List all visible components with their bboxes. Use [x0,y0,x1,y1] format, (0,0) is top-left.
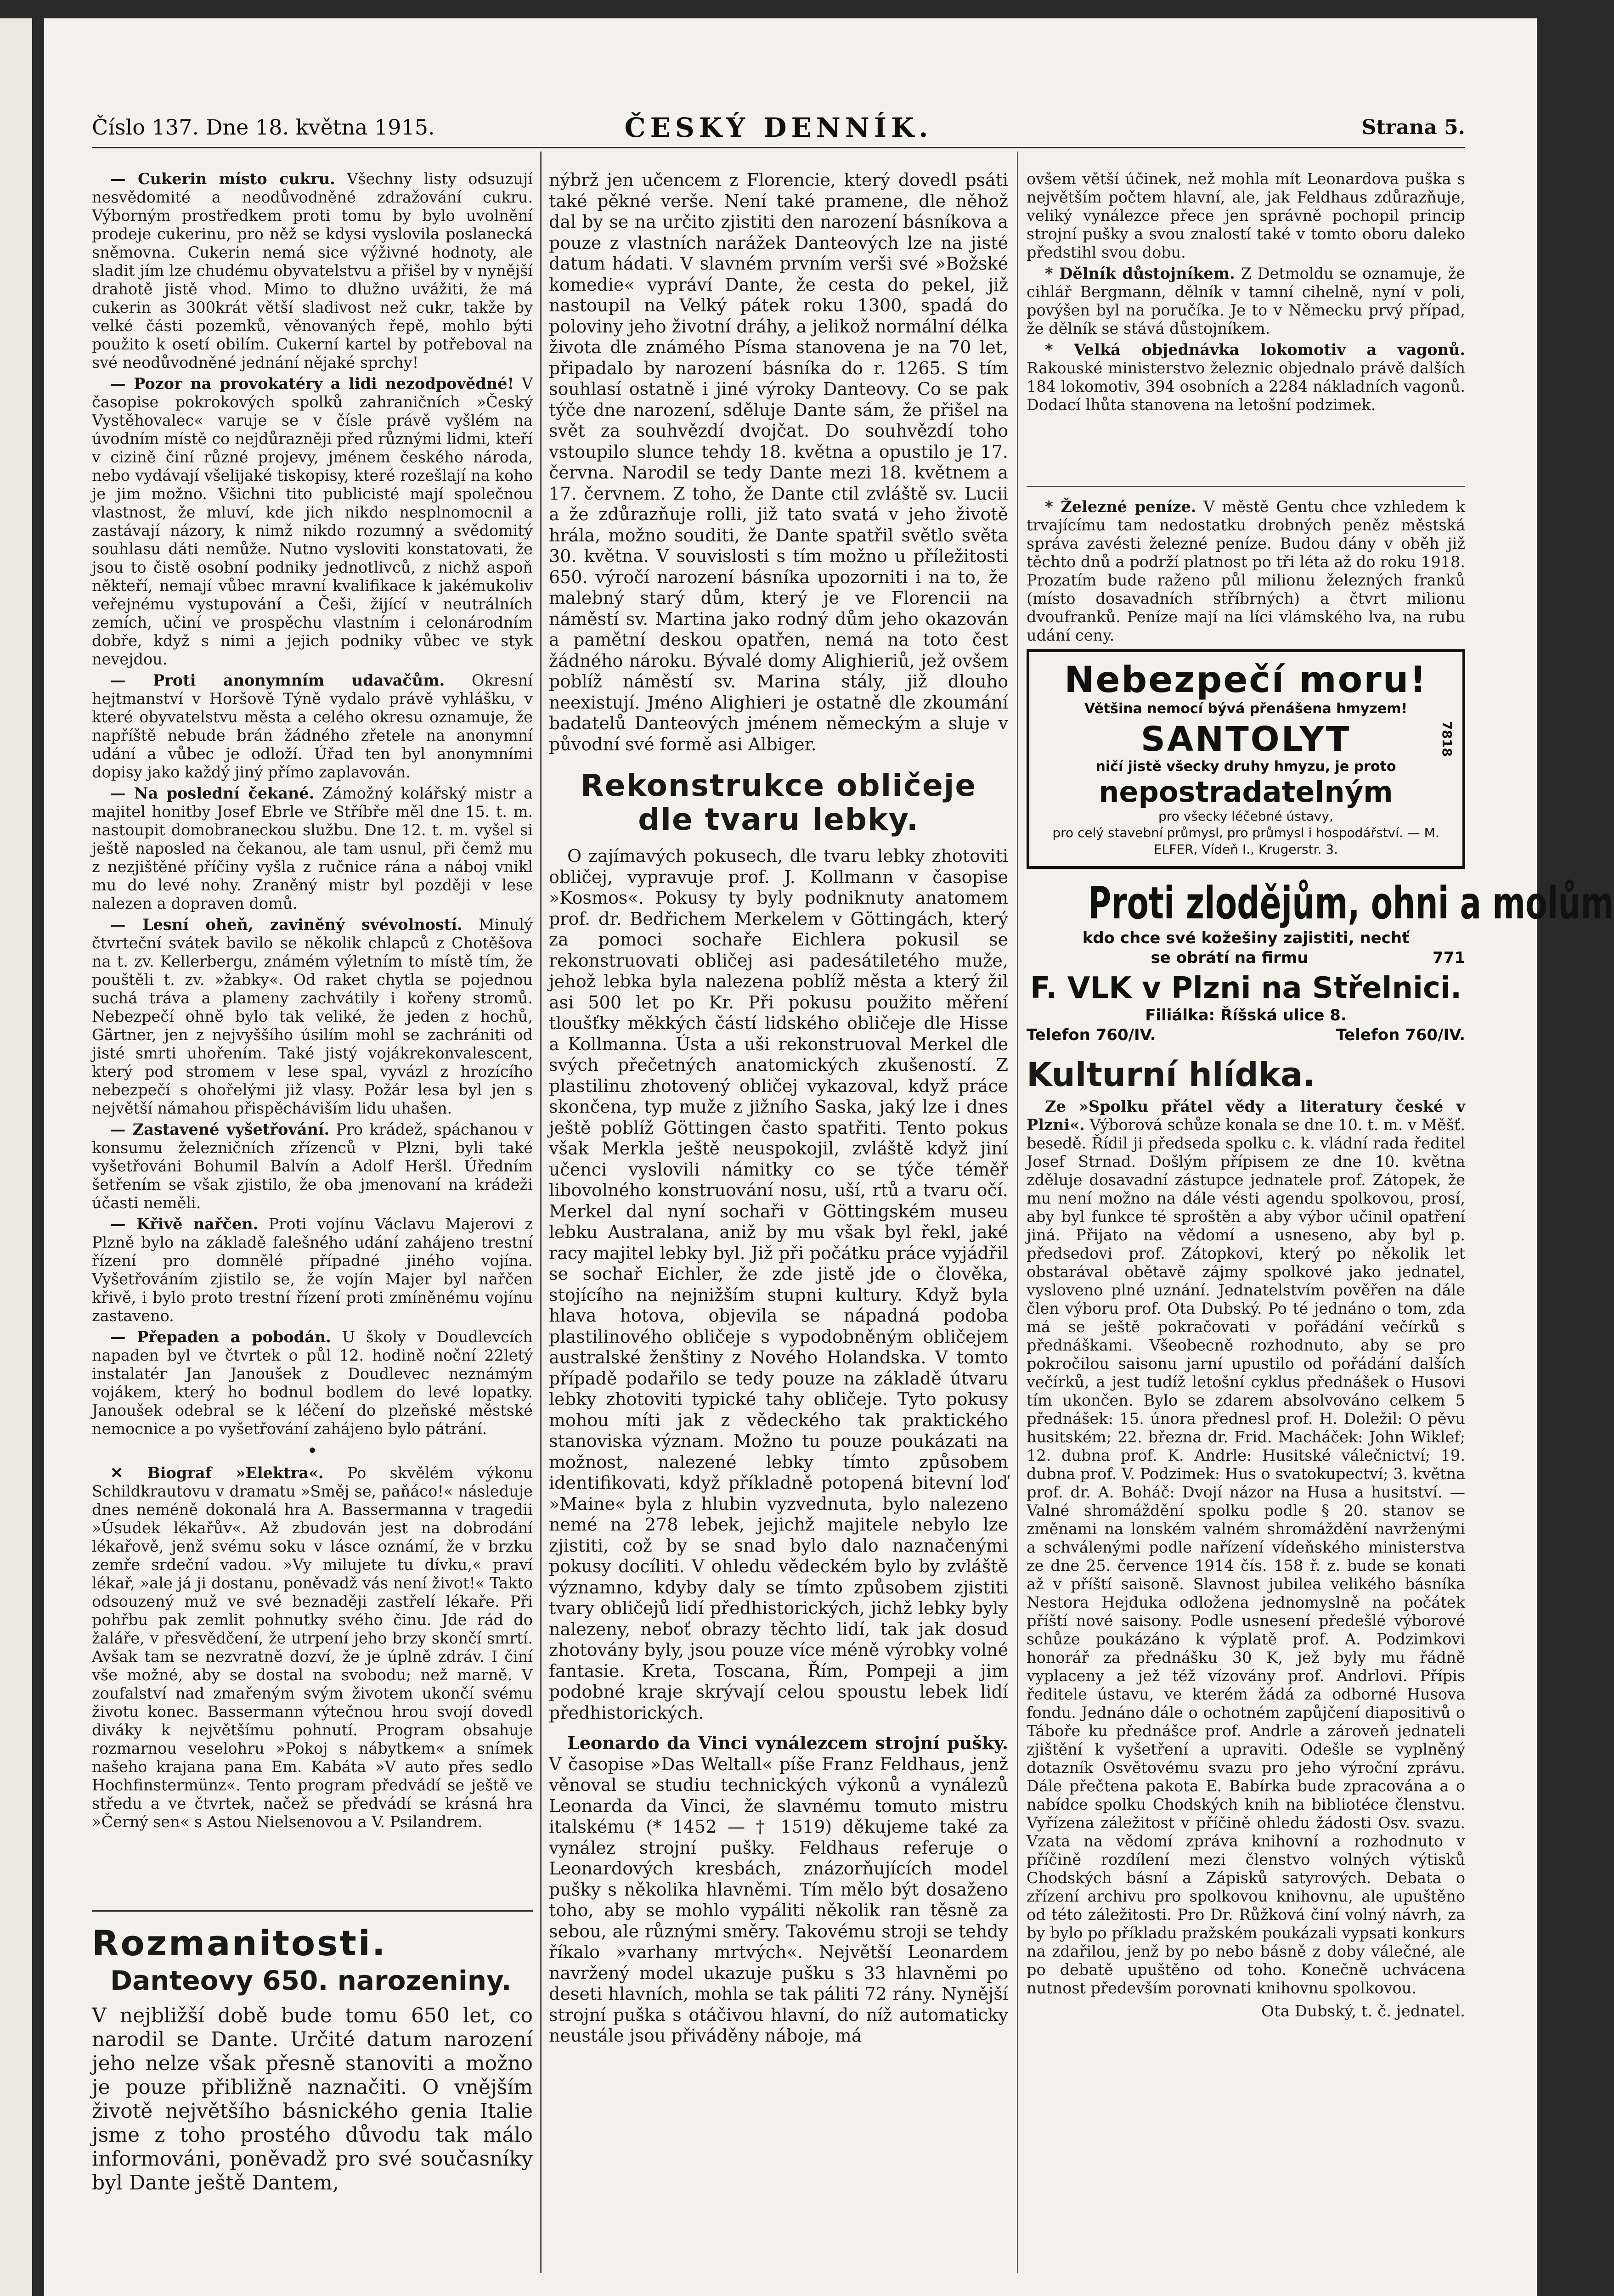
advert-santolyt [1027,649,1465,869]
advert-address: pro celý stavební průmysl, pro průmysl i hospodářství. — M. ELFER, Vídeň I., Krugerstr. 3. [1052,825,1439,857]
article-heading: — Cukerin místo cukru. [110,170,335,188]
article-heading: * Velká objednávka lokomotiv a vagonů. [1045,341,1465,359]
article-cukerin [92,170,533,372]
article-lokomotivy [1027,341,1465,414]
column-divider [540,152,542,2273]
article-heading: — Lesní oheň, zaviněný svévolností. [110,916,463,934]
article-cekane [92,784,533,913]
article-title: Rekonstrukce obličeje dle tvaru lebky. [580,768,977,837]
article-body: Rakouské ministerstvo železnic objednalo právě dalších 184 lokomotiv, 394 osobních a 2284 nákladních vagonů. Dodací lhůta stanovena na letošní podzimek. [1027,359,1465,414]
article-heading: Leonardo da Vinci vynálezcem strojní pušky. [567,1733,1008,1753]
article-body: V časopise pokrokových spolků zahraničních »Český Vystěhovalec« varuje se v čísle právě vyšlém na úvodním místě co nejdůrazněji před různými lidmi, kteří v cizině činí různé projevy, jménem českého národa, nebo vydávají všelijaké tiskopisy, které rozešlají na koho je jim možno. Všichni tito publicisté mají společnou vlastnost, že mluví, kde jich nikdo nesplnomocnil a zastávají názory, k nimž nikdo rozumný a svědomitý souhlasu dáti nemůže. Nutno vysloviti konstatovati, že jsou to čistě osobní podniky jednotlivců, z nichž aspoň někteří, nemají vůbec mravní kvalifikace k jakémukoliv veřejnému vystupování a Češi, žijící v neutrálních zemích, učiní ve prospěchu vlastním i celonárodním dobře, když s nimi a jejich podniky vůbec ve styk nevejdou. [92,375,533,668]
article-body: Výborová schůze konala se dne 10. t. m. v Měšť. besedě. Řídil ji předseda spolku c. k. vládní rada ředitel Josef Strnad. Došlým přípisem ze dne 10. května zděluje dosavadní zástupce jednatele prof. Zátopek, že mu není možno na dále vésti agendu spolkovou, prosí, aby byl funkce té sproštěn a aby výbor učinil opatření jiná. Přijato na vědomí a usneseno, aby byl p. předsedovi prof. Zátopkovi, který po několik let obstarával obětavě zájmy spolkové jako jednatel, vysloveno plné uznání. Jednatelstvím pověřen na dále člen výboru prof. Ota Dubský. Po té jednáno o tom, zda má se ještě pokračovati v pořádání večírků s přednáškami. Všeobecně rozhodnuto, aby se pro pokročilou saisonu jarní upustilo od pořádání dalších večírků, a jest tudíž letošní cyklus přednášek o Husovi tím ukončen. Bylo se zdarem absolvováno celkem 5 přednášek: 15. února přednesl prof. H. Doležil: O pěvu husitském; 22. března dr. Frid. Macháček: John Wiklef; 12. dubna prof. K. Andrle: Husitské válečnictví; 19. dubna prof. V. Podzimek: Hus o svatokupectví; 3. května prof. dr. A. Boháč: Dvojí názor na Husa a husitství. — Valné shromáždění spolku podle § 20. stanov se změnami na lonském valném shromáždění navrženými a schválenými podle nařízení vídeňského ministerstva ze dne 25. července 1914 čís. 158 ř. z. bude se konati až v příští saisoně. Slavnost jubilea velikého básníka Nestora Hejduka odložena jednomyslně na počátek příští nové saisony. Podle usnesení předešlé výborové schůze poukázáno k výplatě prof. A. Podzimkovi honorář za přednášku 30 K, jež byly mu řádně vyplaceny a jež též vízovány prof. Andrlovi. Přípis ředitele ústavu, ve kterém žádá za odborné Husova fondu. Jednáno dále o ochotném zapůjčení diapositivů o Táboře ku přednášce prof. Andrle a zároveň jednateli zjištění k vyšetření a upraviti. Odešle se vyplněný dotazník Osvětovému svazu pro jeho výroční zprávu. Dále přečtena pakota E. Babírka bude zpracována a o nabídce spolku Chodských knih na bibliotéce členstvu. Vyřízena záležitost v příčině ohledu žádosti Osv. svazu. Vzata na vědomí zpráva knihovní a rozhodnuto v příčině rozdílení mezi členstvo volných výtisků Chodských básní a Zápisků satyrových. Debata o zřízení archivu pro spolkovou knihovnu, ale upuštěno od této záležitosti. Pro Dr. Růžková činí volný návrh, za by bylo po příkladu pražském poukázali vypsati konkurs na zdařilou, jenž by po nebo básně z doby válečné, ale po debatě upuštěno od toho. Konečně uchvácena nutnost především porovnati knihovnu spolkovou. [1027,1116,1466,1997]
masthead [92,106,1465,148]
article-body: Z Detmoldu se oznamuje, že cihlář Bergmann, dělník v tamní cihelně, nyní v poli, povýšen byl na poručíka. Je to v Německu prvý případ, že dělník se stává důstojníkem. [1027,264,1465,338]
article-body: V městě Gentu chce vzhledem k trvajícímu tam nedostatku drobných peněz městská správa zavésti železné peníze. Budou dány v oběh již těchto dnů a podrží platnost po tři léta až do roku 1918. Prozatím bude raženo půl milionu železných franků (místo dosavadních stříbrných) a čtvrt milionu dvoufranků. Peníze mají na líci vlámského lva, na rubu udání ceny. [1027,498,1465,644]
article-narcen [92,1215,533,1325]
article-heading: — Zastavené vyšetřování. [110,1120,330,1138]
column-3 [1027,170,1614,2264]
article-heading: * Železné peníze. [1045,498,1196,516]
article-lead: V nejbližší době bude tomu 650 let, co narodil se Dante. Určité datum narození jeho nelze však přesně stanoviti a možno je pouze přibližně naznačiti. O vnějším životě největšího básnického genia Italie jsme z toho prostého důvodu tak málo informováni, poněvadž pro své současníky byl Dante ještě Dantem, [92,2004,533,2195]
article-provokatery [92,375,533,669]
advert-number: 771 [1433,949,1465,967]
article-anonym [92,671,533,782]
newspaper-title: ČESKÝ DENNÍK. [624,112,933,143]
article-biograf [92,1464,533,1831]
issue-date: Číslo 137. Dne 18. května 1915. [92,115,435,140]
article-body: Pro krádež, spáchanou v konsumu železničních zřízenců v Plzni, byli také vyšetřováni Bohumil Balvín a Adolf Heršl. Úředním šetřením se však zjistilo, že oba jmenovaní na krádeži účasti neměli. [92,1120,533,1212]
article-body: Zámožný kolářský mistr a majitel honitby Josef Ebrle ve Stříbře měl dne 15. t. m. nastoupit domobraneckou službu. Dne 12. t. m. vyšel si ještě naposled na čekanou, ale tam usnul, při čemž mu z nezjištěné příčiny vyšla z ručnice rána a náboj vnikl mu do levé nohy. Zraněný mistr byl později v lese nalezen a dopraven domů. [92,784,533,912]
advert-line: kdo chce své kožešiny zajistiti, nechť [1082,929,1410,947]
article-heading: — Proti anonymním udavačům. [110,671,445,689]
advert-big-word: nepostradatelným [1099,775,1393,809]
article-body: Všechny listy odsuzují nesvědomité a neodůvodněné zdražování cukru. Výborným prostředkem proti tomu by bylo uvolnění prodeje cukerinu, pro něž se kdysi vyslovila poslanecká sněmovna. Cukerin nemá sice výživné hodnoty, ale sladit jím lze chudému obyvatelstvu a přišel by v nynější drahotě jistě vhod. Mimo to dlužno uvážiti, že má cukerin as 300krát větší sladivost než cukr, takže by velké části pozemků, věnovaných řepě, mohlo býti použito k osetí obilím. Cukerní kartel by potřeboval na své neodůvodněné jednání nějaké sprchy! [92,170,533,371]
advert-headline: Proti zlodějům, ohni a molům [1088,878,1614,929]
article-prepaden [92,1328,533,1438]
article-body: Minulý čtvrteční svátek bavilo se několik chlapců z Chotěšova na t. zv. Kellerbergu, známém výletním to místě tím, že pouštěli t. zv. »žabky«. Od raket chytla se pojednou suchá tráva a plameny zachvátily i kořeny stromů. Nebezpečí ohně bylo tak veliké, že jeden z hochů, Gärtner, jen z nejvyššího úsilím mohl se zachrániti od jisté smrti uhořením. Také jistý vojákrekonvalescent, který pod stromem v lese spal, vyvázl z hrozícího nebezpečí s ohořelými již vlasy. Požár lesa byl jen s největší námahou přispěcháviším lidu uhašen. [92,916,533,1117]
article-heading: — Křivě nařčen. [110,1215,259,1233]
leonardo-continued: ovšem větší účinek, než mohla mít Leonardova puška s největším počtem hlavní, ale, jak Feldhaus zdůrazňuje, veliký vynálezce přece jen správně pochopil princip strojní pušky a svou znalostí také v tomto oboru daleko předstihl svou dobu. [1027,170,1465,261]
section-rule [92,1910,533,1912]
article-body: U školy v Doudlevcích napaden byl ve čtvrtek o půl 12. hodině noční 22letý instalatér Jan Janoušek z Doudlevec neznámým vojákem, který ho bodnul bodlem do levé lopatky. Janoušek odebral se k léčení do plzeňské městské nemocnice a po vyšetřování zahájeno bylo pátrání. [92,1328,533,1438]
article-body: Po skvělém výkonu Schildkrautovu v dramatu »Směj se, paňáco!« následuje dnes neméně dokonalá hra A. Bassermanna v tragedii »Úsudek lékařův«. Až zbudován jest na dobrodání lékařově, jenž svému soku v lásce oznámí, že v brzku zemře srdeční vadou. »Vy milujete tu dívku,« praví lékař, »ale já ji dostanu, poněvadž vás není život!« Takto odsouzený muž ve své beznaději zastřelí lékaře. Při pohřbu pak zemlit pohnutky svého činu. Jde rád do žaláře, v přesvědčení, že utrpení jeho brzy skončí smrtí. Avšak tam se nezvratně dozví, že je úplně zdráv. I činí vše možné, aby se dostal na svobodu; než marně. V zoufalství nad zmařeným svým životem ukončí svému životu konec. Bassermann výtečnou hrou svojí dovedl diváky k největšímu pohnutí. Program obsahuje rozmarnou veselohru »Pokoj s nábytkem« a snímek našeho krajana pana Em. Kabáta »V auto přes sedlo Hochfinstermünz«. Tento program předvádí se ještě ve středu a ve čtvrtek, načež se předvádí se krásná hra »Černý sen« s Astou Nielsenovou a V. Psilandrem. [92,1464,533,1831]
article-body: Proti vojínu Václavu Majerovi z Plzně bylo na základě falešného udání zahájeno trestní řízení pro domnělé případné jiného vojína. Vyšetřováním zjistilo se, že vojín Majer byl nařčen křivě, i bylo proto trestní řízení proti zmíněnému vojínu zastaveno. [92,1215,533,1325]
advert-line: se obrátí na firmu [1151,949,1309,967]
dante-continued: nýbrž jen učencem z Florencie, který dovedl psáti také pěkné verše. Není také pramene, dle něhož dal by se na určito zjistiti den narození básníkova a pouze z vlastních narážek Danteových lze na jisté datum hádati. V slavném prvním verši své »Božské komedie« vypráví Dante, že cesta do pekel, již nastoupil na Velký pátek roku 1300, spadá do poloviny jeho životní dráhy, a jelikož normální délka života dle známého Písma stanovena je na 70 let, připadalo by narození básníka do r. 1265. S tím souhlasí ostatně i jiné výroky Danteovy. Co se pak týče dne narození, sděluje Dante sám, že přišel na svět za souhvězdí dvojčat. Do souhvězdí toho vstoupilo slunce tehdy 18. května a opustilo je 17. června. Narodil se tedy Dante mezi 18. květnem a 17. červnem. Z toho, že Dante ctil zvláště sv. Lucii a že zdůrazňuje rolli, již tato svatá v jeho životě hrála, možno souditi, že Dante spatřil světlo světa 30. května. V souvislosti s tím možno u příležitosti 650. výročí narození básníka upozorniti i na to, že malebný starý dům, který je ve Florencii na náměstí sv. Martina jako rodný dům jeho okazován a pamětní deskou opatřen, nemá na toto čest žádného nároku. Bývalé domy Alighieriů, jež ovšem poblíž náměstí sv. Marina stály, již dlouho neexistují. Jméno Alighieri je ostatně dle zkoumání badatelů Danteových jménem německým a sluje v původní své formě asi Albiger. [549,170,1008,754]
advert-line: pro všecky léčebné ústavy, [1158,809,1333,824]
article-delnik [1027,264,1465,338]
signature: Ota Dubský, t. č. jednatel. [1261,2002,1465,2020]
rozmanitosti-section [92,1924,533,2195]
separator-dot: • [307,1441,318,1462]
article-title: Danteovy 650. narozeniny. [110,1965,512,1996]
advert-vlk [1027,878,1614,1045]
advert-line: ničí jistě všecky druhy hmyzu, je proto [1095,759,1396,775]
column-1 [92,170,533,1831]
section-title: Kulturní hlídka. [1027,1055,1315,1094]
article-body: V časopise »Das Weltall« píše Franz Feldhaus, jenž věnoval se studiu technických výkonů a vynálezů Leonarda da Vinci, že slavnému tomuto mistru italskému (* 1452 — † 1519) děkujeme také za vynález strojní pušky. Feldhaus referuje o Leonardových kresbách, znázorňujících model pušky s několika hlavněmi. Tím mělo být dosaženo toho, aby se mohlo vypáliti několik ran těsně za sebou, ale různými směry. Takovému stroji se tehdy říkalo »varhany mrtvých«. Největší Leonardem navržený model ukazuje pušku s 33 hlavněmi po deseti hlavních, mohla se tak páliti 72 rány. Nynější strojní puška s otáčivou hlavní, do níž automaticky neustále jsou přiváděny náboje, má [549,1754,1008,2046]
adjacent-page-edge [0,18,32,2296]
column-divider [1017,152,1018,2273]
article-heading: — Pozor na provokatéry a lidi nezodpovědné! [110,375,514,393]
advert-firm: F. VLK v Plzni na Střelnici. [1030,971,1462,1005]
article-heading: — Na poslední čekané. [110,784,315,802]
page-number: Strana 5. [1361,116,1465,139]
article-body: Okresní hejtmanství v Horšově Týně vydalo právě vyhlášku, v které obyvatelstvu města a celého okresu oznamuje, že napříště nebude brán žádného zřetele na anonymní udání a vůbec je odloží. Úřad ten byl anonymními dopisy jako každý jiný přímo zaplavován. [92,671,533,781]
advert-phone: Telefon 760/IV. [1336,1026,1465,1044]
article-spolek [1027,1097,1465,1998]
article-heading: * Dělník důstojníkem. [1045,264,1235,282]
article-leonardo [549,1733,1008,2047]
article-vysetrovani [92,1120,533,1212]
advert-brand: SANTOLYT [1140,720,1351,759]
advert-line: Většina nemocí bývá přenášena hmyzem! [1084,701,1408,717]
article-lesni-ohen [92,916,533,1118]
advert-phone: Telefon 760/IV. [1027,1026,1156,1044]
article-heading: ✕ Biograf »Elektra«. [110,1464,324,1482]
advert-branch: Filiálka: Říšská ulice 8. [1145,1006,1347,1024]
spacer-rule [1027,417,1465,487]
article-rekonstrukce: O zajímavých pokusech, dle tvaru lebky zhotoviti obličej, vypravuje prof. J. Kollmann v časopise »Kosmos«. Pokusy ty byly podniknuty anatomem prof. dr. Bedřichem Merkelem v Göttingách, který za pomoci sochaře Eichlera pokusil se rekonstruovati obličej asi padesátiletého muže, jehož lebka byla nalezena poblíž města a který žil asi 500 let po Kr. Při pokusu použito měření tloušťky měkkých částí lidského obličeje dle Hisse a Kollmanna. Ústa a uši rekonstruoval Merkel dle svých přečetných anatomických zkušeností. Z plastilinu zhotovený obličej vykazoval, když práce skončena, typ muže z jižního Saska, jaký lze i dnes ještě poblíž Göttingen často spatřiti. Tento pokus však Merkla ještě neuspokojil, zvláště když jiní učenci vyslovili námitky co se týče téměř libovolného konstruování nosu, uší, rtů a tvaru očí. Merkel dal nyní sochaři v Göttingském museu lebku Australana, aniž by mu však byl řekl, jaké racy majitel lebky byl. Již při počátku práce vyjádřil se sochař Eichler, že zde jistě jde o člověka, stojícího na nejnižším stupni kultury. Když byla hlava hotova, objevila se nápadná podoba plastilinového obličeje s vypodobněným obličejem australské ženštiny z Nového Holandska. V tomto případě podařilo se tedy pouze na základě útvaru lebky zhotoviti typické tahy obličeje. Tyto pokusy mohou míti jak z vědeckého tak praktického stanoviska význam. Možno tu pouze poukázati na možnost, nalezené lebky tímto způsobem identifikovati, když příkladně potopená bitevní loď »Maine« byla z hlubin vyzvednuta, bylo nalezeno nemé na 278 lebek, jejichž majitele nebylo lze zjistiti, což by se snad bylo dalo naznačenými pokusy docíliti. V ohledu vědeckém bylo by zvláště významno, kdyby daly se tímto způsobem zjistiti tvary obličejů lidí předhistorických, jichž lebky byly nalezeny, neboť obrazy těchto lidí, tak jak dosud zhotovány byly, jsou pouze více méně výrobky volné fantasie. Kreta, Toscana, Řím, Pompeji a jim podobné kraje skrývají celou spoustu lebek lidí předhistorických. [549,846,1008,1723]
article-penize [1027,498,1465,645]
advert-code: 7818 [1439,721,1455,757]
article-heading: — Přepaden a pobodán. [110,1328,331,1346]
column-2 [549,170,1008,2264]
article-heading: Ze »Spolku přátel vědy a literatury české v Plzni«. [1027,1097,1465,1134]
advert-headline: Nebezpečí moru! [1064,659,1428,701]
section-title: Rozmanitosti. [92,1923,387,1964]
